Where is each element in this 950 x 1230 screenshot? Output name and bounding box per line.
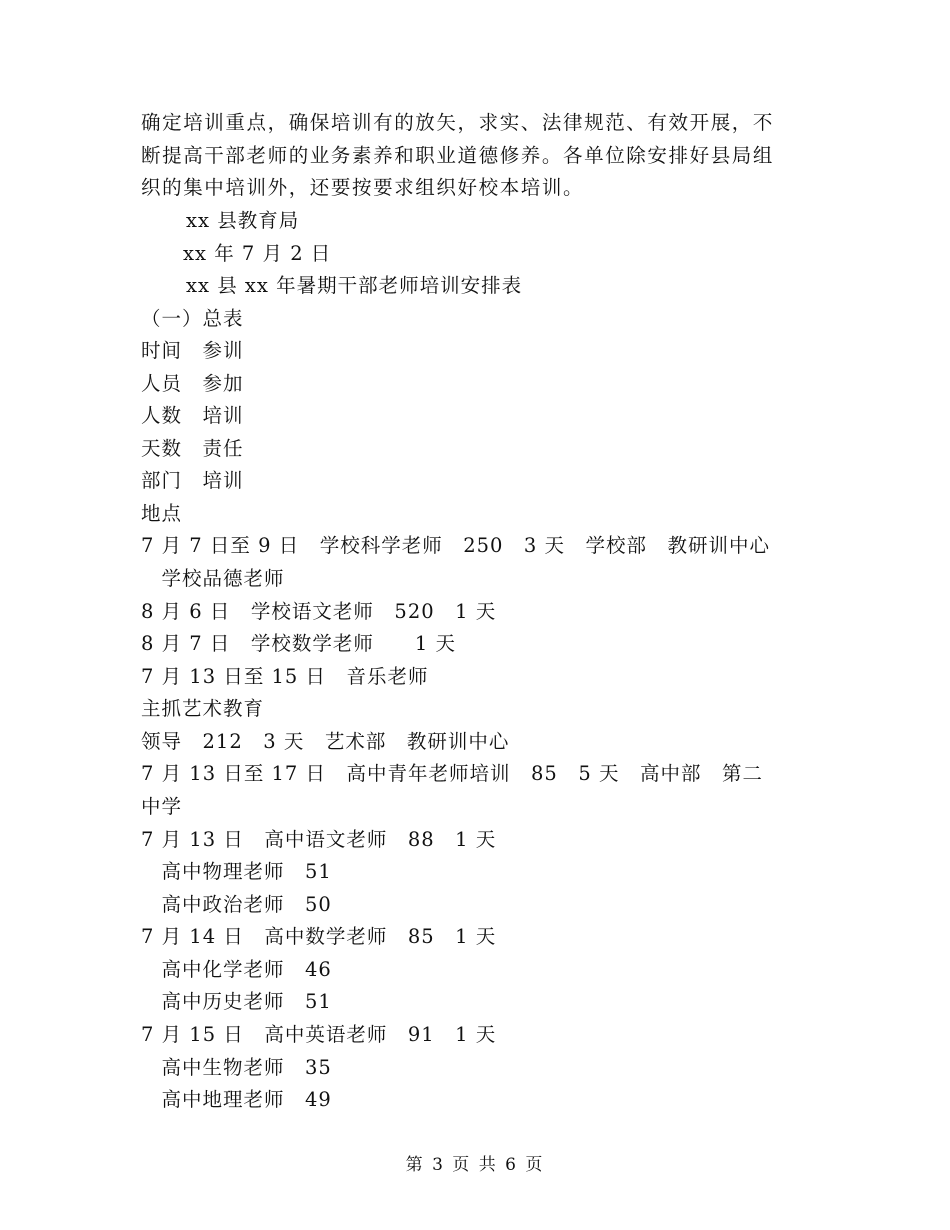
table-title: xx 县 xx 年暑期干部老师培训安排表 xyxy=(186,274,523,297)
header-line: 人数 培训 xyxy=(141,404,244,427)
table-row: 7 月 13 日 高中语文老师 88 1 天 xyxy=(141,828,497,851)
table-row: 高中历史老师 51 xyxy=(141,990,332,1013)
table-row: 高中地理老师 49 xyxy=(141,1088,332,1111)
header-line: 天数 责任 xyxy=(141,437,244,460)
table-row: 7 月 13 日至 15 日 音乐老师 xyxy=(141,665,429,688)
table-row: 高中物理老师 51 xyxy=(141,860,332,883)
table-row: 学校品德老师 xyxy=(141,567,285,590)
table-row: 7 月 14 日 高中数学老师 85 1 天 xyxy=(141,925,497,948)
paragraph-line: 织的集中培训外，还要按要求组织好校本培训。 xyxy=(141,176,585,199)
header-line: 人员 参加 xyxy=(141,372,244,395)
table-row: 高中化学老师 46 xyxy=(141,958,332,981)
header-line: 时间 参训 xyxy=(141,339,244,362)
table-row: 主抓艺术教育 xyxy=(141,697,265,720)
table-row: 7 月 7 日至 9 日 学校科学老师 250 3 天 学校部 教研训中心 xyxy=(141,534,771,557)
table-row: 中学 xyxy=(141,795,183,818)
table-row: 8 月 6 日 学校语文老师 520 1 天 xyxy=(141,600,497,623)
table-row: 高中政治老师 50 xyxy=(141,893,332,916)
date-line: xx 年 7 月 2 日 xyxy=(183,242,332,265)
table-row: 7 月 13 日至 17 日 高中青年老师培训 85 5 天 高中部 第二 xyxy=(141,762,763,785)
section-heading: （一）总表 xyxy=(141,307,244,330)
table-row: 7 月 15 日 高中英语老师 91 1 天 xyxy=(141,1023,497,1046)
header-line: 部门 培训 xyxy=(141,469,244,492)
issuer-line: xx 县教育局 xyxy=(186,209,300,232)
paragraph-line: 断提高干部老师的业务素养和职业道德修养。各单位除安排好县局组 xyxy=(141,144,775,167)
table-row: 高中生物老师 35 xyxy=(141,1056,332,1079)
page-footer: 第 3 页 共 6 页 xyxy=(405,1155,545,1175)
paragraph-line: 确定培训重点，确保培训有的放矢，求实、法律规范、有效开展，不 xyxy=(141,111,775,134)
table-row: 8 月 7 日 学校数学老师 1 天 xyxy=(141,632,457,655)
table-row: 领导 212 3 天 艺术部 教研训中心 xyxy=(141,730,510,753)
header-line: 地点 xyxy=(141,502,183,525)
